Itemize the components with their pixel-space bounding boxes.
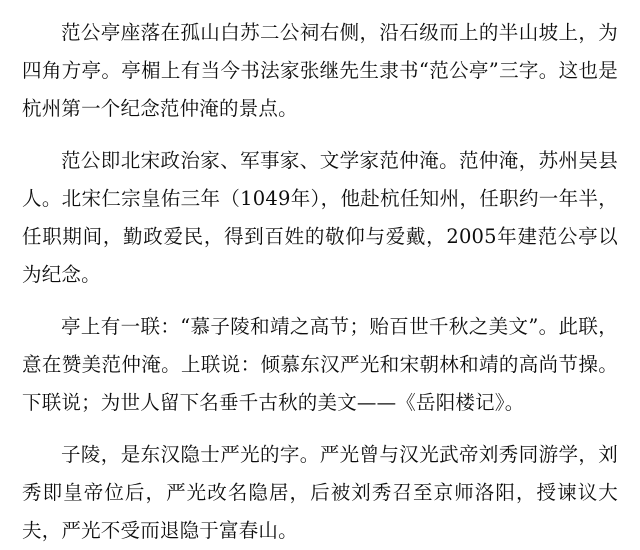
paragraph-2: 范公即北宋政治家、军事家、文学家范仲淹。范仲淹，苏州吴县人。北宋仁宗皇佑三年（1049年），他赴杭任知州，任职约一年半，任职期间，勤政爱民，得到百姓的敬仰与爱戴，2005年建范公亭以为纪念。	[22, 149, 618, 286]
paragraph-1: 范公亭座落在孤山白苏二公祠右侧，沿石级而上的半山坡上，为四角方亭。亭楣上有当今书法家张继先生隶书“范公亭”三字。这也是杭州第一个纪念范仲淹的景点。	[22, 21, 618, 120]
paragraph-3: 亭上有一联：“慕子陵和靖之高节；贻百世千秋之美文”。此联，意在赞美范仲淹。上联说：倾慕东汉严光和宋朝林和靖的高尚节操。下联说；为世人留下名垂千古秋的美文——《岳阳楼记》。	[22, 315, 618, 414]
paragraph-4: 子陵，是东汉隐士严光的字。严光曾与汉光武帝刘秀同游学，刘秀即皇帝位后，严光改名隐居，后被刘秀召至京师洛阳，授谏议大夫，严光不受而退隐于富春山。	[22, 443, 618, 542]
